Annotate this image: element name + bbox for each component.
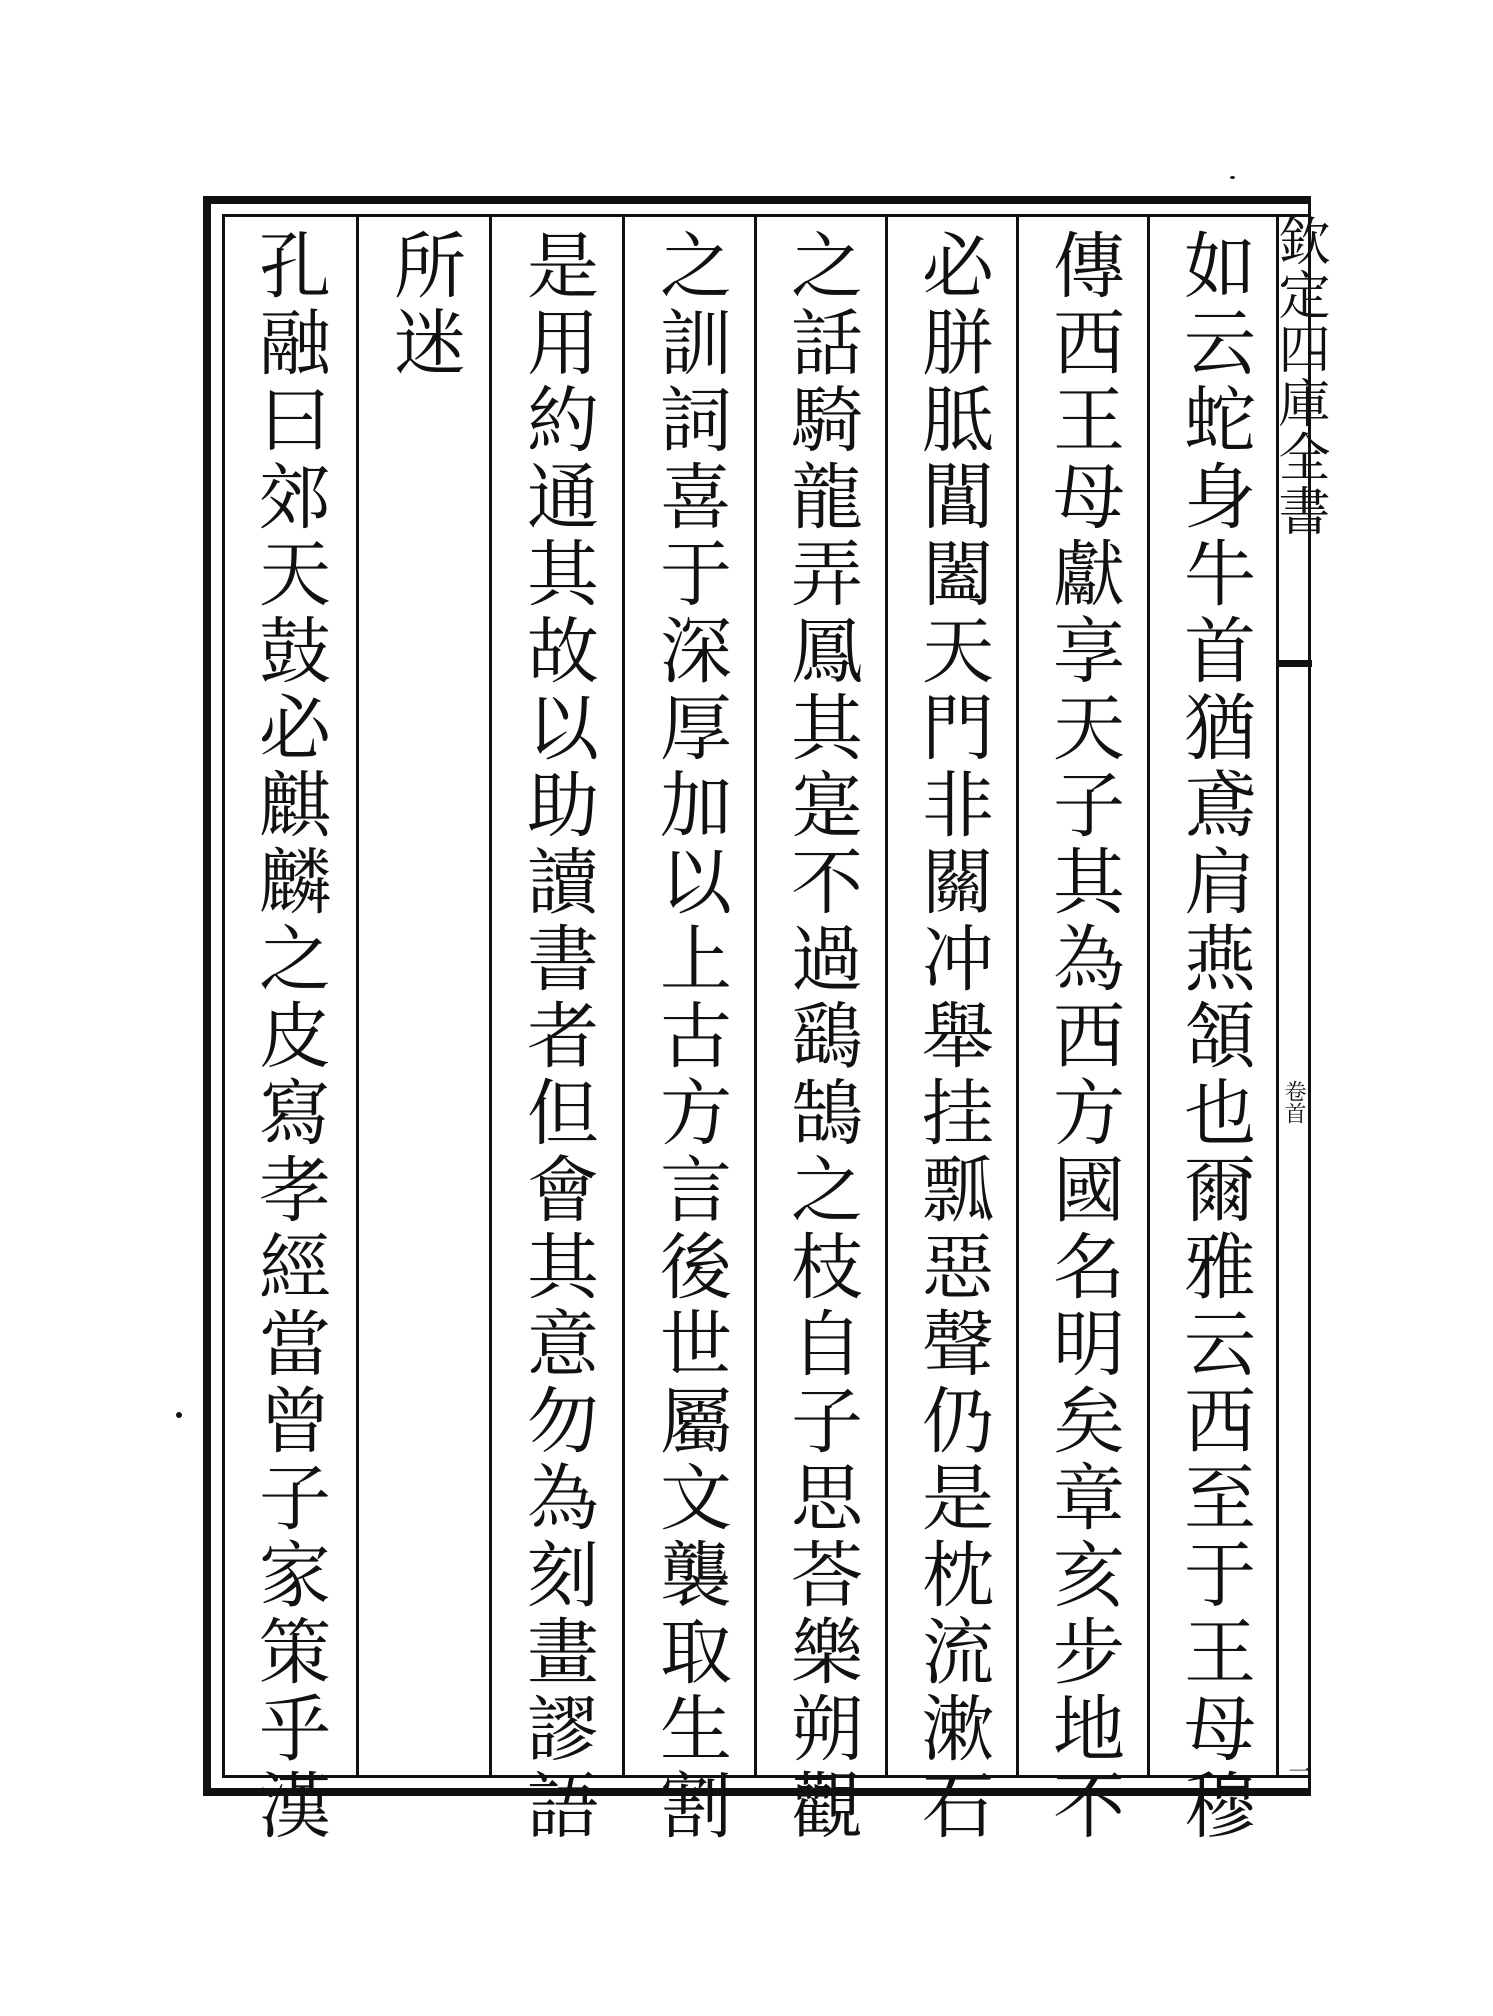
scan-speck [176,1412,182,1418]
column-rule [885,214,888,1778]
column-rule [754,214,757,1778]
library-title: 欽定四庫全書 [1269,214,1329,538]
column-rule [356,214,359,1778]
text-column-6: 是用約通其故以助讀書者但會其意勿為刻畫謬語 [515,228,599,1845]
margin-banner [1269,200,1329,1782]
column-rule [1016,214,1019,1778]
text-column-4: 之話騎龍弄鳳其寔不過鷂鵠之枝自子思荅樂朔觀 [779,228,863,1845]
column-rule [622,214,625,1778]
text-column-3: 必胼胝閶闔天門非關冲舉挂瓢惡聲仍是枕流漱石 [910,228,994,1845]
text-column-8: 孔融曰郊天鼓必麒麟之皮寫孝經當曾子家策乎漢 [247,228,331,1845]
text-column-7: 所迷 [382,228,466,382]
leaf-number: 一 [1285,1760,1310,1782]
juan-label: 卷首 [1281,1080,1306,1124]
scan-speck [1230,176,1235,179]
text-column-1: 如云蛇身牛首猶鳶肩燕頷也爾雅云西至于王母穆 [1172,228,1256,1845]
fold-mark [1276,660,1312,667]
column-rule [1147,214,1150,1778]
text-column-5: 之訓詞喜于深厚加以上古方言後世屬文襲取生割 [648,228,732,1845]
text-column-2: 傳西王母獻享天子其為西方國名明矣章亥步地不 [1041,228,1125,1845]
column-rule [489,214,492,1778]
